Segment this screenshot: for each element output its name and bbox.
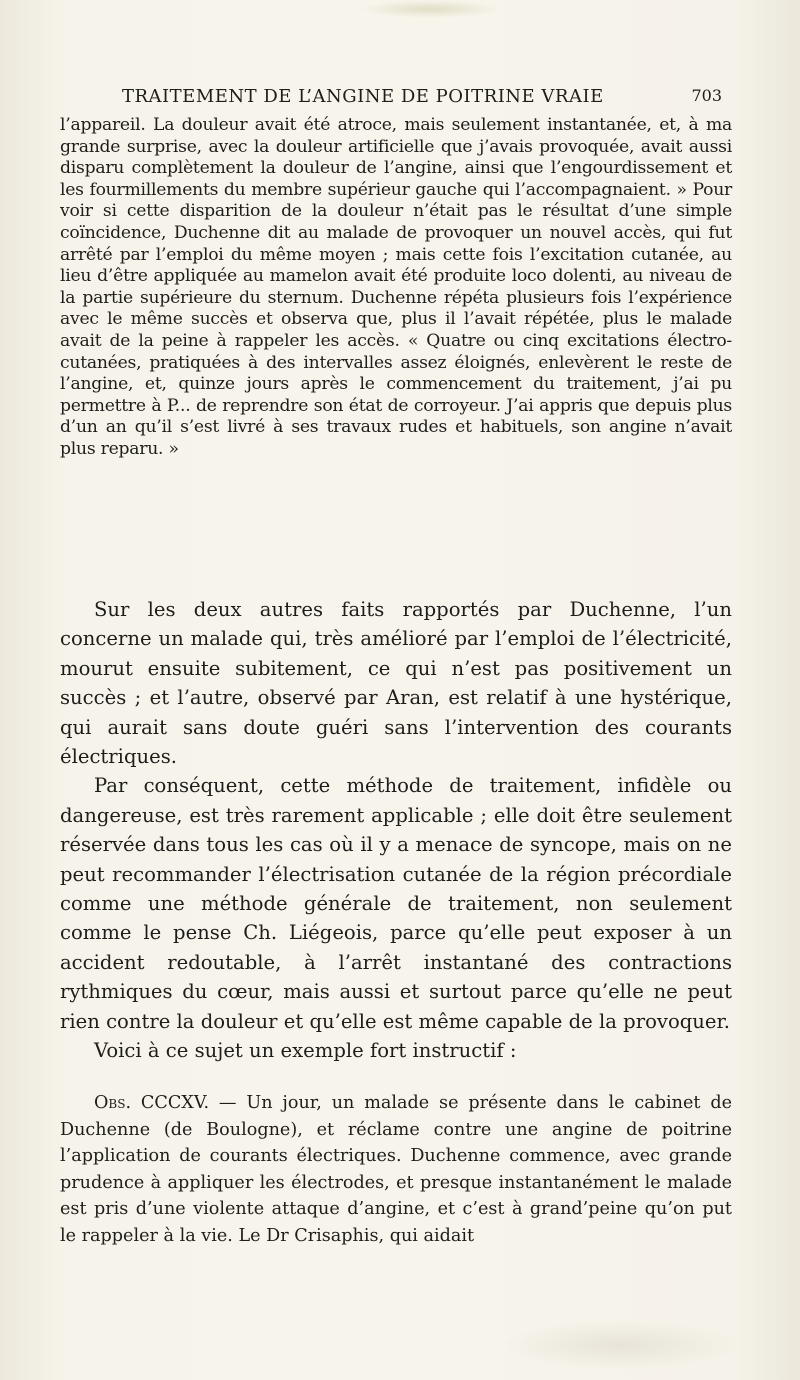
observation-paragraph — [60, 1090, 732, 1249]
paper-stain — [360, 0, 500, 18]
paragraph-3: Par conséquent, cette méthode de traitement, infidèle ou dangereuse, est très rarement applicable ; elle doit être seulement réservée dans tous les cas où il y a menace de syncope, mais on ne peut recommander l’électrisation cutanée de la région précordiale comme une méthode générale de traitement, non seulement comme le pense Ch. Liégeois, parce qu’elle peut exposer à un accident redoutable, à l’arrêt instantané des contractions rythmiques du cœur, mais aussi et surtout parce qu’elle ne peut rien contre la douleur et qu’elle est même capable de la provoquer. — [60, 774, 732, 1033]
main-discussion — [60, 595, 732, 1066]
paper-stain — [500, 1320, 740, 1370]
observation-text: — Un jour, un malade se présente dans le cabinet de Duchenne (de Boulogne), et réclame contre une angine de poitrine l’application de courants électriques. Duchenne commence, avec grande prudence à appliquer les électrodes, et presque instantanément le malade est pris d’une violente attaque d’angine, et c’est à grand’peine qu’on put le rappeler à la vie. Le Dr Crisaphis, qui aidait — [60, 1093, 733, 1246]
paragraph-2: Sur les deux autres faits rapportés par Duchenne, l’un concerne un malade qui, très amélioré par l’emploi de l’électricité, mourut ensuite subitement, ce qui n’est pas positivement un succès ; et l’autre, observé par Aran, est relatif à une hystérique, qui aurait sans doute guéri sans l’intervention des courants électriques. — [60, 598, 732, 769]
continued-paragraph — [60, 115, 732, 461]
page-number: 703 — [691, 86, 722, 105]
running-title: TRAITEMENT DE L’ANGINE DE POITRINE VRAIE — [122, 86, 604, 107]
observation-label: Obs. CCCXV. — [94, 1093, 210, 1113]
observation — [60, 1090, 732, 1249]
paragraph-1: l’appareil. La douleur avait été atroce, mais seulement instantanée, et, à ma grande surprise, avec la douleur artificielle que j’avais provoquée, avait aussi disparu complètement la douleur de l’angine, ainsi que l’engourdissement et les fourmillements du membre supérieur gauche qui l’accompagnaient. » Pour voir si cette disparition de la douleur n’était pas le résultat d’une simple coïncidence, Duchenne dit au malade de provoquer un nouvel accès, qui fut arrêté par l’emploi du même moyen ; mais cette fois l’excitation cutanée, au lieu d’être appliquée au mamelon avait été produite loco dolenti, au niveau de la partie supérieure du sternum. Duchenne répéta plusieurs fois l’expérience avec le même succès et observa que, plus il l’avait répétée, plus le malade avait de la peine à rappeler les accès. « Quatre ou cinq excitations électro-cutanées, pratiquées à des intervalles assez éloignés, enlevèrent le reste de l’angine, et, quinze jours après le commencement du traitement, j’ai pu permettre à P... de reprendre son état de corroyeur. J’ai appris que depuis plus d’un an qu’il s’est livré à ses travaux rudes et habituels, son angine n’avait plus reparu. » — [60, 115, 732, 459]
paragraph-4: Voici à ce sujet un exemple fort instructif : — [94, 1039, 517, 1063]
running-head — [122, 86, 722, 112]
